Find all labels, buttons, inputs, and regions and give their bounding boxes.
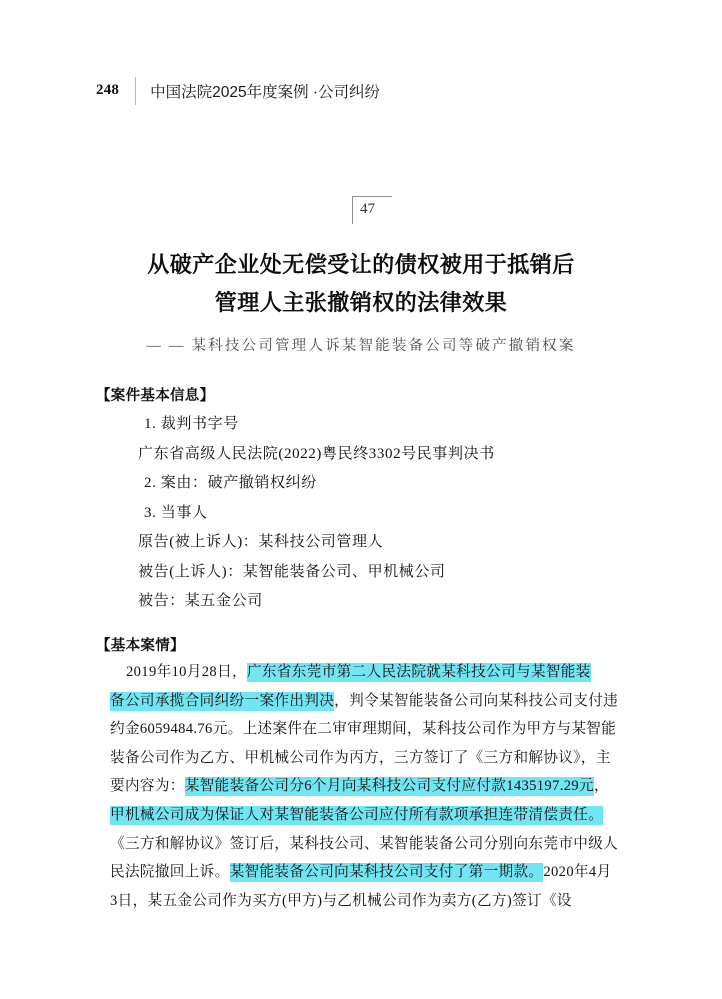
- case-facts-line: [96, 772, 632, 801]
- page-title-line-1: 从破产企业处无偿受让的债权被用于抵销后: [147, 252, 575, 277]
- info-item-judgment-label: 1. 裁判书字号: [144, 416, 239, 432]
- chapter-number: 47: [360, 201, 375, 217]
- party-defendant-appellant: 被告(上诉人)：某智能装备公司、甲机械公司: [138, 563, 446, 580]
- page-folio-number: 248: [96, 82, 120, 98]
- case-facts-line: [96, 715, 632, 744]
- body-text: 要内容为：: [110, 778, 185, 795]
- body-text: 装备公司作为乙方、甲机械公司作为丙方，三方签订了《三方和解协议》，主: [110, 749, 611, 766]
- page-subtitle: — — 某科技公司管理人诉某智能装备公司等破产撤销权案: [146, 338, 576, 354]
- case-facts-line: [96, 801, 632, 830]
- case-facts-line: [96, 744, 632, 773]
- case-facts-line: [96, 687, 632, 716]
- running-header: [96, 78, 380, 104]
- body-text: ，: [593, 778, 609, 795]
- highlighted-text: 甲机械公司成为保证人对某智能装备公司应付所有款项承担连带清偿责任。: [110, 806, 604, 823]
- body-text: 2019年10月28日，: [126, 664, 247, 680]
- case-facts-line: [96, 858, 632, 887]
- basic-info-list: [96, 410, 636, 617]
- info-item-judgment-number: 广东省高级人民法院(2022)粤民终3302号民事判决书: [138, 445, 495, 462]
- body-text: 2020年4月: [543, 864, 612, 881]
- highlighted-text: 某智能装备公司分6个月向某科技公司支付应付款1435197.29元: [184, 778, 594, 795]
- section-heading-basic-info: 【案件基本信息】: [96, 388, 215, 404]
- section-heading-case-facts: 【基本案情】: [96, 638, 185, 654]
- highlighted-text: 某智能装备公司向某科技公司支付了第一期款。: [229, 864, 544, 881]
- case-facts-line: [96, 658, 632, 687]
- case-facts-line: [96, 887, 632, 916]
- info-item-cause-of-action: 2. 案由：破产撤销权纠纷: [144, 475, 317, 491]
- page-title-line-2: 管理人主张撤销权的法律效果: [214, 290, 508, 315]
- chapter-number-marker: [352, 196, 392, 224]
- body-text: 3日，某五金公司作为买方(甲方)与乙机械公司作为卖方(乙方)签订《设: [110, 892, 572, 909]
- highlighted-text: 广东省东莞市第二人民法院就某科技公司与某智能装: [246, 664, 591, 680]
- book-title: 中国法院2025年度案例 ·公司纠纷: [150, 84, 381, 101]
- case-facts-paragraph: [96, 658, 632, 915]
- body-text: 《三方和解协议》签订后，某科技公司、某智能装备公司分别向东莞市中级人: [110, 835, 619, 852]
- info-item-parties-label: 3. 当事人: [144, 504, 208, 521]
- case-facts-line: [96, 830, 632, 859]
- party-plaintiff: 原告(被上诉人)：某科技公司管理人: [138, 534, 384, 550]
- body-text: 民法院撤回上诉。: [110, 864, 230, 881]
- party-defendant: 被告：某五金公司: [138, 593, 263, 609]
- body-text: 约金6059484.76元。上述案件在二审审理期间，某科技公司作为甲方与某智能: [110, 721, 617, 738]
- header-divider: [135, 77, 136, 105]
- highlighted-text: 备公司承揽合同纠纷一案作出判决: [110, 692, 335, 709]
- body-text: ，判令某智能装备公司向某科技公司支付违: [334, 692, 619, 709]
- title-block: [0, 246, 722, 355]
